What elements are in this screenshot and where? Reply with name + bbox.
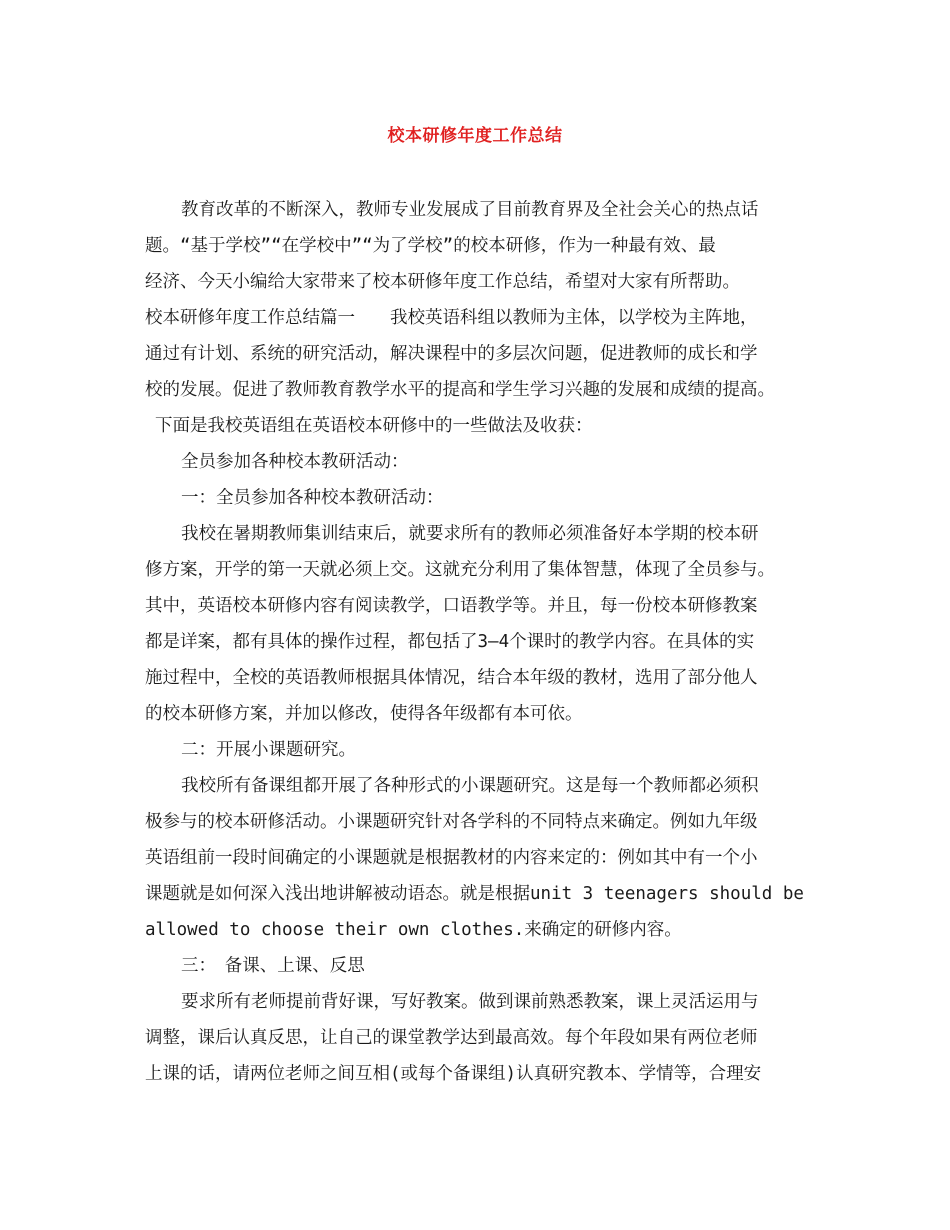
paragraph-line: 的校本研修方案，并加以修改，使得各年级都有本可依。: [145, 704, 583, 724]
section-heading: 二：开展小课题研究。: [181, 740, 356, 760]
paragraph-line: 修方案，开学的第一天就必须上交。这就充分利用了集体智慧，体现了全员参与。: [145, 560, 775, 580]
section-heading: 全员参加各种校本教研活动：: [181, 452, 409, 472]
paragraph-line: 施过程中，全校的英语教师根据具体情况，结合本年级的教材，选用了部分他人: [145, 668, 758, 688]
paragraph-line: 课题就是如何深入浅出地讲解被动语态。就是根据unit 3 teenagers should be: [145, 884, 804, 904]
paragraph-line: 上课的话，请两位老师之间互相(或每个备课组)认真研究教本、学情等，合理安: [145, 1064, 762, 1084]
document-title: 校本研修年度工作总结: [387, 126, 563, 146]
section-heading: 三： 备课、上课、反思: [181, 956, 365, 976]
paragraph-line: 校本研修年度工作总结篇一 我校英语科组以教师为主体，以学校为主阵地，: [145, 308, 758, 328]
section-heading: 一：全员参加各种校本教研活动：: [181, 488, 444, 508]
paragraph-line: 要求所有老师提前背好课，写好教案。做到课前熟悉教案，课上灵活运用与: [181, 992, 759, 1012]
paragraph-line: 极参与的校本研修活动。小课题研究针对各学科的不同特点来确定。例如九年级: [145, 812, 758, 832]
paragraph-line: 我校在暑期教师集训结束后，就要求所有的教师必须准备好本学期的校本研: [181, 524, 759, 544]
paragraph-line: 下面是我校英语组在英语校本研修中的一些做法及收获：: [155, 416, 593, 436]
paragraph-line: 校的发展。促进了教师教育教学水平的提高和学生学习兴趣的发展和成绩的提高。: [145, 380, 775, 400]
paragraph-line: allowed to choose their own clothes.来确定的研修内容。: [145, 920, 682, 940]
paragraph-line: 英语组前一段时间确定的小课题就是根据教材的内容来定的：例如其中有一个小: [145, 848, 758, 868]
paragraph-line: 其中，英语校本研修内容有阅读教学，口语教学等。并且，每一份校本研修教案: [145, 596, 758, 616]
paragraph-line: 题。“基于学校”“在学校中”“为了学校”的校本研修，作为一种最有效、最: [145, 236, 716, 256]
paragraph-line: 都是详案，都有具体的操作过程，都包括了3—4个课时的教学内容。在具体的实: [145, 632, 755, 652]
paragraph-line: 通过有计划、系统的研究活动，解决课程中的多层次问题，促进教师的成长和学: [145, 344, 758, 364]
paragraph-line: 经济、今天小编给大家带来了校本研修年度工作总结，希望对大家有所帮助。: [145, 272, 740, 292]
paragraph-line: 教育改革的不断深入，教师专业发展成了目前教育界及全社会关心的热点话: [181, 200, 759, 220]
paragraph-line: 我校所有备课组都开展了各种形式的小课题研究。这是每一个教师都必须积: [181, 776, 759, 796]
paragraph-line: 调整，课后认真反思，让自己的课堂教学达到最高效。每个年段如果有两位老师: [145, 1028, 758, 1048]
